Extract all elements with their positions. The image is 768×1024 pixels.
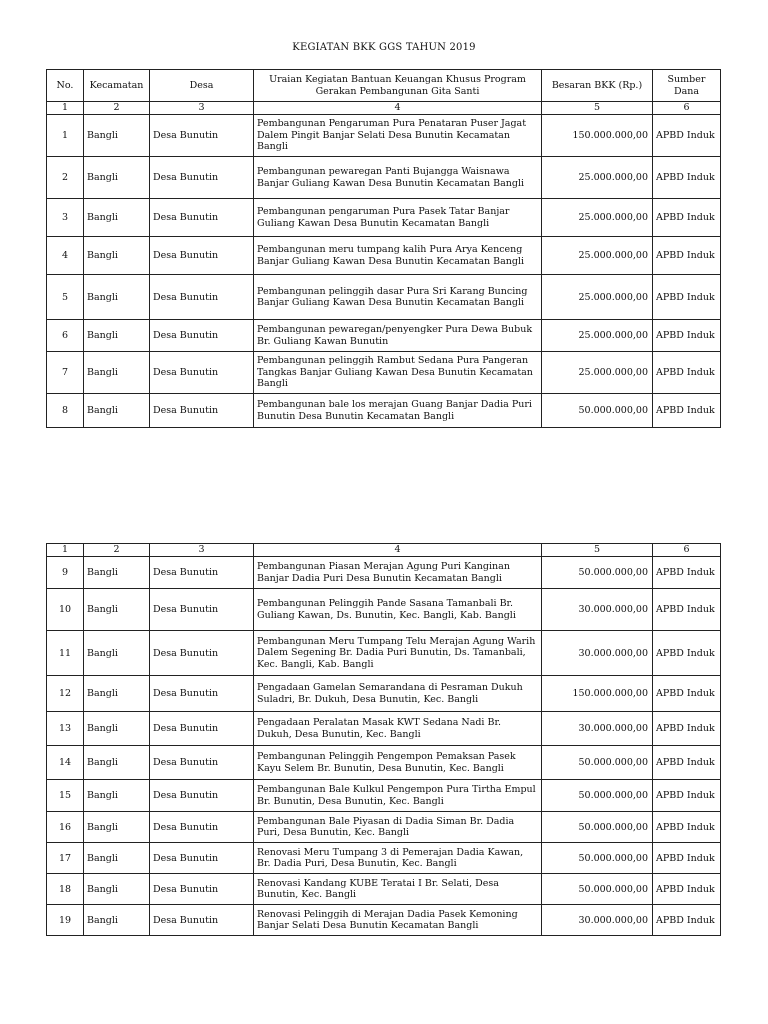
row-source: APBD Induk bbox=[653, 905, 721, 936]
row-amount: 25.000.000,00 bbox=[542, 275, 653, 320]
col-number: 5 bbox=[542, 544, 653, 557]
row-description: Pembangunan Bale Kulkul Pengempon Pura Tirtha Empul Br. Bunutin, Desa Bunutin, Kec. Bangli bbox=[254, 780, 542, 812]
header-desa: Desa bbox=[150, 70, 254, 102]
table-body-page2 bbox=[47, 557, 721, 936]
row-description: Pembangunan Pelinggih Pengempon Pemaksan Pasek Kayu Selem Br. Bunutin, Desa Bunutin, Kec. Bangli bbox=[254, 746, 542, 780]
row-description: Pembangunan Pengaruman Pura Penataran Puser Jagat Dalem Pingit Banjar Selati Desa Bunutin Kecamatan Bangli bbox=[254, 115, 542, 157]
row-desa: Desa Bunutin bbox=[150, 874, 254, 905]
col-number: 6 bbox=[653, 102, 721, 115]
row-source: APBD Induk bbox=[653, 352, 721, 394]
row-kecamatan: Bangli bbox=[84, 115, 150, 157]
table-row bbox=[47, 589, 721, 631]
row-amount: 50.000.000,00 bbox=[542, 746, 653, 780]
bkk-table-page2 bbox=[46, 543, 721, 936]
row-number: 11 bbox=[47, 631, 84, 676]
document-title: KEGIATAN BKK GGS TAHUN 2019 bbox=[292, 42, 476, 53]
row-source: APBD Induk bbox=[653, 157, 721, 199]
header-besaran: Besaran BKK (Rp.) bbox=[542, 70, 653, 102]
row-number: 9 bbox=[47, 557, 84, 589]
col-number: 3 bbox=[150, 102, 254, 115]
row-source: APBD Induk bbox=[653, 780, 721, 812]
row-source: APBD Induk bbox=[653, 676, 721, 712]
row-number: 15 bbox=[47, 780, 84, 812]
row-kecamatan: Bangli bbox=[84, 746, 150, 780]
row-kecamatan: Bangli bbox=[84, 874, 150, 905]
row-desa: Desa Bunutin bbox=[150, 275, 254, 320]
table-row bbox=[47, 237, 721, 275]
row-source: APBD Induk bbox=[653, 394, 721, 428]
header-no: No. bbox=[47, 70, 84, 102]
table-row bbox=[47, 905, 721, 936]
row-number: 5 bbox=[47, 275, 84, 320]
col-number: 2 bbox=[84, 102, 150, 115]
row-description: Pembangunan pelinggih dasar Pura Sri Karang Buncing Banjar Guliang Kawan Desa Bunutin Kecamatan Bangli bbox=[254, 275, 542, 320]
table-row bbox=[47, 631, 721, 676]
row-source: APBD Induk bbox=[653, 115, 721, 157]
row-source: APBD Induk bbox=[653, 199, 721, 237]
row-source: APBD Induk bbox=[653, 746, 721, 780]
table-row bbox=[47, 843, 721, 874]
row-desa: Desa Bunutin bbox=[150, 589, 254, 631]
bkk-table-page1 bbox=[46, 69, 721, 428]
col-number: 3 bbox=[150, 544, 254, 557]
table-row bbox=[47, 557, 721, 589]
row-amount: 50.000.000,00 bbox=[542, 874, 653, 905]
row-number: 18 bbox=[47, 874, 84, 905]
row-description: Pembangunan bale los merajan Guang Banjar Dadia Puri Bunutin Desa Bunutin Kecamatan Bangli bbox=[254, 394, 542, 428]
row-number: 19 bbox=[47, 905, 84, 936]
row-amount: 50.000.000,00 bbox=[542, 843, 653, 874]
row-desa: Desa Bunutin bbox=[150, 199, 254, 237]
table-body-page1 bbox=[47, 115, 721, 428]
row-desa: Desa Bunutin bbox=[150, 352, 254, 394]
header-row bbox=[47, 70, 721, 102]
row-kecamatan: Bangli bbox=[84, 780, 150, 812]
row-source: APBD Induk bbox=[653, 589, 721, 631]
row-desa: Desa Bunutin bbox=[150, 843, 254, 874]
row-number: 16 bbox=[47, 812, 84, 843]
row-description: Pembangunan meru tumpang kalih Pura Arya Kenceng Banjar Guliang Kawan Desa Bunutin Kecamatan Bangli bbox=[254, 237, 542, 275]
row-desa: Desa Bunutin bbox=[150, 237, 254, 275]
row-amount: 25.000.000,00 bbox=[542, 199, 653, 237]
row-amount: 50.000.000,00 bbox=[542, 812, 653, 843]
row-kecamatan: Bangli bbox=[84, 557, 150, 589]
row-number: 8 bbox=[47, 394, 84, 428]
col-number: 2 bbox=[84, 544, 150, 557]
row-description: Pembangunan Meru Tumpang Telu Merajan Agung Warih Dalem Segening Br. Dadia Puri Bunutin, Ds. Tamanbali, Kec. Bangli, Kab. Bangli bbox=[254, 631, 542, 676]
row-source: APBD Induk bbox=[653, 874, 721, 905]
row-description: Pembangunan pewaregan/penyengker Pura Dewa Bubuk Br. Guliang Kawan Bunutin bbox=[254, 320, 542, 352]
row-number: 13 bbox=[47, 712, 84, 746]
col-number: 6 bbox=[653, 544, 721, 557]
col-number: 4 bbox=[254, 102, 542, 115]
row-amount: 30.000.000,00 bbox=[542, 589, 653, 631]
row-desa: Desa Bunutin bbox=[150, 746, 254, 780]
row-amount: 50.000.000,00 bbox=[542, 780, 653, 812]
row-number: 10 bbox=[47, 589, 84, 631]
table-row bbox=[47, 352, 721, 394]
row-description: Pembangunan Pelinggih Pande Sasana Tamanbali Br. Guliang Kawan, Ds. Bunutin, Kec. Bangli, Kab. Bangli bbox=[254, 589, 542, 631]
col-number: 1 bbox=[47, 102, 84, 115]
row-kecamatan: Bangli bbox=[84, 352, 150, 394]
table-row bbox=[47, 712, 721, 746]
row-number: 6 bbox=[47, 320, 84, 352]
row-amount: 30.000.000,00 bbox=[542, 905, 653, 936]
row-description: Pembangunan pelinggih Rambut Sedana Pura Pangeran Tangkas Banjar Guliang Kawan Desa Bunutin Kecamatan Bangli bbox=[254, 352, 542, 394]
row-amount: 25.000.000,00 bbox=[542, 237, 653, 275]
row-desa: Desa Bunutin bbox=[150, 557, 254, 589]
row-desa: Desa Bunutin bbox=[150, 905, 254, 936]
row-number: 1 bbox=[47, 115, 84, 157]
row-desa: Desa Bunutin bbox=[150, 115, 254, 157]
table-row bbox=[47, 746, 721, 780]
table-row bbox=[47, 157, 721, 199]
row-source: APBD Induk bbox=[653, 275, 721, 320]
row-amount: 30.000.000,00 bbox=[542, 631, 653, 676]
row-kecamatan: Bangli bbox=[84, 589, 150, 631]
row-source: APBD Induk bbox=[653, 557, 721, 589]
row-desa: Desa Bunutin bbox=[150, 394, 254, 428]
column-number-row bbox=[47, 102, 721, 115]
row-number: 2 bbox=[47, 157, 84, 199]
row-number: 7 bbox=[47, 352, 84, 394]
row-kecamatan: Bangli bbox=[84, 157, 150, 199]
row-source: APBD Induk bbox=[653, 843, 721, 874]
header-sumber: Sumber Dana bbox=[653, 70, 721, 102]
table-row bbox=[47, 394, 721, 428]
row-amount: 25.000.000,00 bbox=[542, 320, 653, 352]
row-kecamatan: Bangli bbox=[84, 199, 150, 237]
table-row bbox=[47, 780, 721, 812]
row-description: Renovasi Kandang KUBE Teratai I Br. Selati, Desa Bunutin, Kec. Bangli bbox=[254, 874, 542, 905]
table-row bbox=[47, 676, 721, 712]
table-row bbox=[47, 812, 721, 843]
row-desa: Desa Bunutin bbox=[150, 780, 254, 812]
table-row bbox=[47, 320, 721, 352]
header-kecamatan: Kecamatan bbox=[84, 70, 150, 102]
row-kecamatan: Bangli bbox=[84, 237, 150, 275]
row-description: Pembangunan Bale Piyasan di Dadia Siman Br. Dadia Puri, Desa Bunutin, Kec. Bangli bbox=[254, 812, 542, 843]
row-desa: Desa Bunutin bbox=[150, 676, 254, 712]
table-row bbox=[47, 199, 721, 237]
row-kecamatan: Bangli bbox=[84, 812, 150, 843]
row-number: 14 bbox=[47, 746, 84, 780]
row-description: Pembangunan Piasan Merajan Agung Puri Kanginan Banjar Dadia Puri Desa Bunutin Kecamatan Bangli bbox=[254, 557, 542, 589]
row-source: APBD Induk bbox=[653, 237, 721, 275]
row-desa: Desa Bunutin bbox=[150, 157, 254, 199]
row-desa: Desa Bunutin bbox=[150, 631, 254, 676]
row-description: Renovasi Pelinggih di Merajan Dadia Pasek Kemoning Banjar Selati Desa Bunutin Kecamatan Bangli bbox=[254, 905, 542, 936]
table-row bbox=[47, 874, 721, 905]
row-source: APBD Induk bbox=[653, 631, 721, 676]
col-number: 5 bbox=[542, 102, 653, 115]
row-kecamatan: Bangli bbox=[84, 905, 150, 936]
row-number: 17 bbox=[47, 843, 84, 874]
row-kecamatan: Bangli bbox=[84, 843, 150, 874]
row-amount: 50.000.000,00 bbox=[542, 557, 653, 589]
row-number: 3 bbox=[47, 199, 84, 237]
row-desa: Desa Bunutin bbox=[150, 712, 254, 746]
row-source: APBD Induk bbox=[653, 712, 721, 746]
table-row bbox=[47, 115, 721, 157]
column-number-row bbox=[47, 544, 721, 557]
row-description: Pengadaan Peralatan Masak KWT Sedana Nadi Br. Dukuh, Desa Bunutin, Kec. Bangli bbox=[254, 712, 542, 746]
row-amount: 150.000.000,00 bbox=[542, 676, 653, 712]
row-kecamatan: Bangli bbox=[84, 320, 150, 352]
row-description: Renovasi Meru Tumpang 3 di Pemerajan Dadia Kawan, Br. Dadia Puri, Desa Bunutin, Kec. Bangli bbox=[254, 843, 542, 874]
row-kecamatan: Bangli bbox=[84, 676, 150, 712]
row-number: 12 bbox=[47, 676, 84, 712]
row-amount: 150.000.000,00 bbox=[542, 115, 653, 157]
row-desa: Desa Bunutin bbox=[150, 812, 254, 843]
row-description: Pembangunan pewaregan Panti Bujangga Waisnawa Banjar Guliang Kawan Desa Bunutin Kecamatan Bangli bbox=[254, 157, 542, 199]
row-kecamatan: Bangli bbox=[84, 712, 150, 746]
row-number: 4 bbox=[47, 237, 84, 275]
row-amount: 25.000.000,00 bbox=[542, 157, 653, 199]
row-amount: 25.000.000,00 bbox=[542, 352, 653, 394]
row-source: APBD Induk bbox=[653, 320, 721, 352]
table-row bbox=[47, 275, 721, 320]
row-amount: 50.000.000,00 bbox=[542, 394, 653, 428]
row-kecamatan: Bangli bbox=[84, 631, 150, 676]
header-uraian: Uraian Kegiatan Bantuan Keuangan Khusus Program Gerakan Pembangunan Gita Santi bbox=[254, 70, 542, 102]
row-description: Pengadaan Gamelan Semarandana di Pesraman Dukuh Suladri, Br. Dukuh, Desa Bunutin, Kec. Bangli bbox=[254, 676, 542, 712]
row-desa: Desa Bunutin bbox=[150, 320, 254, 352]
col-number: 1 bbox=[47, 544, 84, 557]
row-description: Pembangunan pengaruman Pura Pasek Tatar Banjar Guliang Kawan Desa Bunutin Kecamatan Bangli bbox=[254, 199, 542, 237]
row-amount: 30.000.000,00 bbox=[542, 712, 653, 746]
col-number: 4 bbox=[254, 544, 542, 557]
row-kecamatan: Bangli bbox=[84, 394, 150, 428]
row-kecamatan: Bangli bbox=[84, 275, 150, 320]
row-source: APBD Induk bbox=[653, 812, 721, 843]
